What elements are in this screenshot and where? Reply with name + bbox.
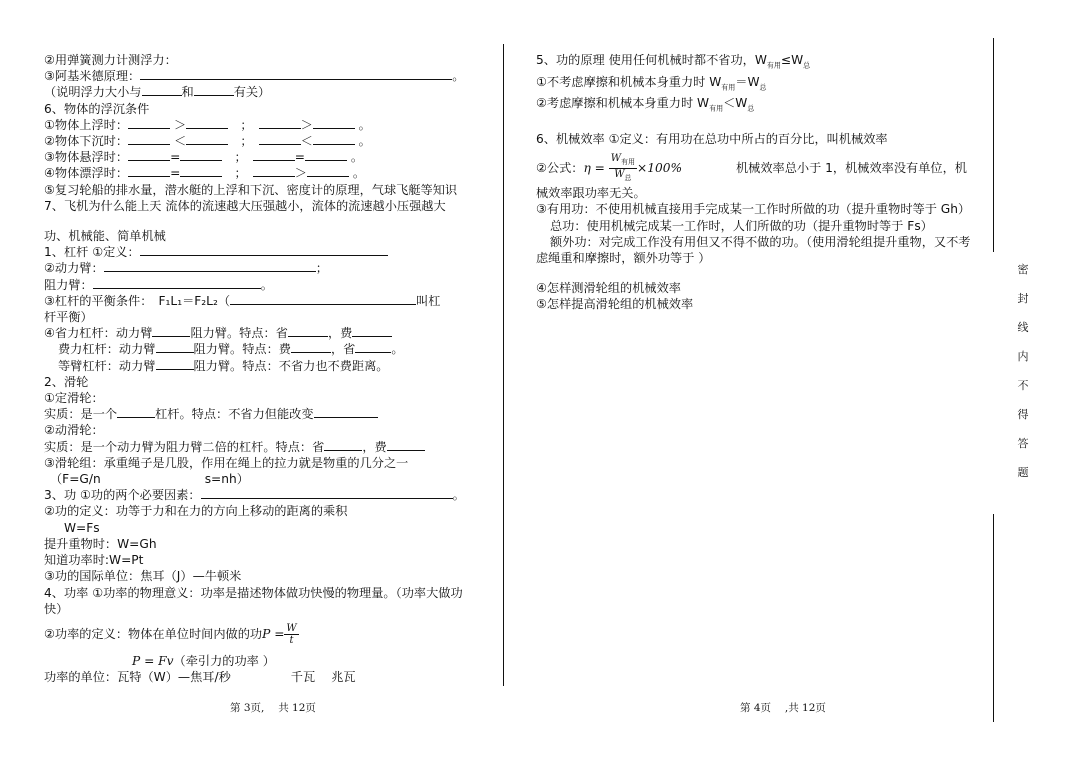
pulley-block: ③滑轮组：承重绳子是几股，作用在绳上的拉力就是物重的几分之一 xyxy=(44,455,409,470)
with-friction: ②考虑摩擦和机械本身重力时 $W_{有用}<W_总$ xyxy=(536,96,755,113)
work-principle: 5、功的原理 使用任何机械时都不省功，$W_{有用}\le W_总$ xyxy=(536,53,811,70)
total-work: 总功：使用机械完成某一工作时，人们所做的功（提升重物时等于 Fs） xyxy=(550,218,933,233)
seal-char: 内 xyxy=(1017,350,1029,363)
efficiency-fraction: $\frac{W_{有用}}{W_总}$ xyxy=(610,153,636,183)
fixed-pulley-essence: 实质：是一个 杠杆。特点：不省力但能改变 xyxy=(44,406,476,422)
binding-line-bottom xyxy=(993,514,994,722)
seal-char: 封 xyxy=(1017,292,1029,305)
fixed-pulley: ①定滑轮： xyxy=(44,391,104,406)
lift-work: 提升重物时：W=Gh xyxy=(44,536,157,551)
binding-line-top xyxy=(993,38,994,252)
work-unit: ③功的国际单位：焦耳（J）—牛顿米 xyxy=(44,569,242,584)
left-page xyxy=(44,52,476,685)
power-unit: 功率的单位：瓦特（W）—焦耳/秒 千瓦 兆瓦 xyxy=(44,670,356,685)
movable-pulley: ②动滑轮： xyxy=(44,423,104,438)
improve-efficiency: ⑤怎样提高滑轮组的机械效率 xyxy=(536,297,694,312)
equal-arm-lever: 等臂杠杆：动力臂 阻力臂。特点：不省力也不费距离。 xyxy=(58,358,389,373)
lever-definition: 1、杠杆 ①定义： xyxy=(44,244,476,260)
force-costing-lever: 费力杠杆：动力臂 阻力臂。特点：费 ，省 。 xyxy=(58,342,404,357)
no-friction: ①不考虑摩擦和机械本身重力时 $W_{有用}=W_总$ xyxy=(536,74,767,92)
archimedes-line: ③阿基米德原理： 。 xyxy=(44,69,465,84)
float-line: ④物体漂浮时： = ； ＞ 。 xyxy=(44,166,365,181)
buoyancy-note: （说明浮力大小与 和 有关） xyxy=(44,85,271,100)
sink-line: ②物体下沉时： ＜ ； ＜ 。 xyxy=(44,134,371,149)
power-meaning: 4、功率 ①功率的物理意义：功率是描述物体做功快慢的物理量。（功率大做功快） xyxy=(44,585,463,616)
efficiency-definition: 6、机械效率 ①定义：有用功在总功中所占的百分比，叫机械效率 xyxy=(536,131,888,146)
force-saving-lever: ④省力杠杆：动力臂 阻力臂。特点：省 ，费 xyxy=(44,325,476,341)
power-arm-line: ②动力臂： ； xyxy=(44,261,328,276)
traction-power: P = Fv（牵引力的功率 ） xyxy=(132,653,275,668)
pulley-formula: （F=G/n s=nh） xyxy=(50,472,249,487)
review-line: ⑤复习轮船的排水量，潜水艇的上浮和下沉、密度计的原理，气球飞艇等知识 xyxy=(44,182,458,197)
page-divider xyxy=(503,44,504,686)
seal-char: 答 xyxy=(1017,437,1029,450)
power-fraction: $\frac{W}{t}$ xyxy=(286,622,297,646)
work-factors: 3、功 ①功的两个必要因素： 。 xyxy=(44,488,465,503)
movable-pulley-essence: 实质：是一个动力臂为阻力臂二倍的杠杆。特点：省 ，费 xyxy=(44,439,476,455)
spring-scale-line: ②用弹簧测力计测浮力： xyxy=(44,53,177,67)
efficiency-formula: ②公式：η = $\frac{W_{有用}}{W_总}$ ×100% 机械效率总小于 1，机械效率没有单位，机 xyxy=(536,153,967,183)
section-pulley: 2、滑轮 xyxy=(44,374,89,389)
section-float-sink: 6、物体的浮沉条件 xyxy=(44,101,150,116)
seal-char: 得 xyxy=(1017,408,1029,421)
seal-line-text xyxy=(1015,262,1031,494)
power-work: 知道功率时:W=Pt xyxy=(44,553,144,568)
work-formula: W=Fs xyxy=(64,520,100,535)
page-number-left: 第 3页, 共 12页 xyxy=(230,702,316,714)
airplane-line: 7、飞机为什么能上天 流体的流速越大压强越小，流体的流速越小压强越大 xyxy=(44,198,446,213)
extra-work: 额外功：对完成工作没有用但又不得不做的功。（使用滑轮组提升重物，又不考虑绳重和摩擦时，额外功等于 ） xyxy=(536,234,971,265)
seal-char: 题 xyxy=(1017,466,1029,479)
seal-char: 密 xyxy=(1017,263,1029,276)
power-definition: ②功率的定义：物体在单位时间内做的功P = $\frac{W}{t}$ xyxy=(44,622,297,646)
seal-char: 线 xyxy=(1017,321,1029,334)
measure-efficiency: ④怎样测滑轮组的机械效率 xyxy=(536,281,681,296)
page-number-right: 第 4页 ,共 12页 xyxy=(740,702,826,714)
efficiency-note: 械效率跟功率无关。 xyxy=(536,186,646,201)
work-definition: ②功的定义：功等于力和在力的方向上移动的距离的乘积 xyxy=(44,504,348,519)
suspend-line: ③物体悬浮时： = ； = 。 xyxy=(44,150,364,165)
useful-work: ③有用功：不使用机械直接用手完成某一工作时所做的功（提升重物时等于 Gh） xyxy=(536,202,971,217)
float-up-line: ①物体上浮时： ＞ ； ＞ 。 xyxy=(44,117,371,132)
lever-balance-line: ③杠杆的平衡条件： F₁L₁＝F₂L₂（ 叫杠 xyxy=(44,293,441,308)
chapter-title: 功、机械能、简单机械 xyxy=(44,229,166,244)
lever-balance-cont: 杆平衡） xyxy=(44,310,93,325)
resistance-arm-line: 阻力臂： 。 xyxy=(44,277,273,292)
right-page xyxy=(536,52,972,313)
seal-char: 不 xyxy=(1017,379,1029,392)
